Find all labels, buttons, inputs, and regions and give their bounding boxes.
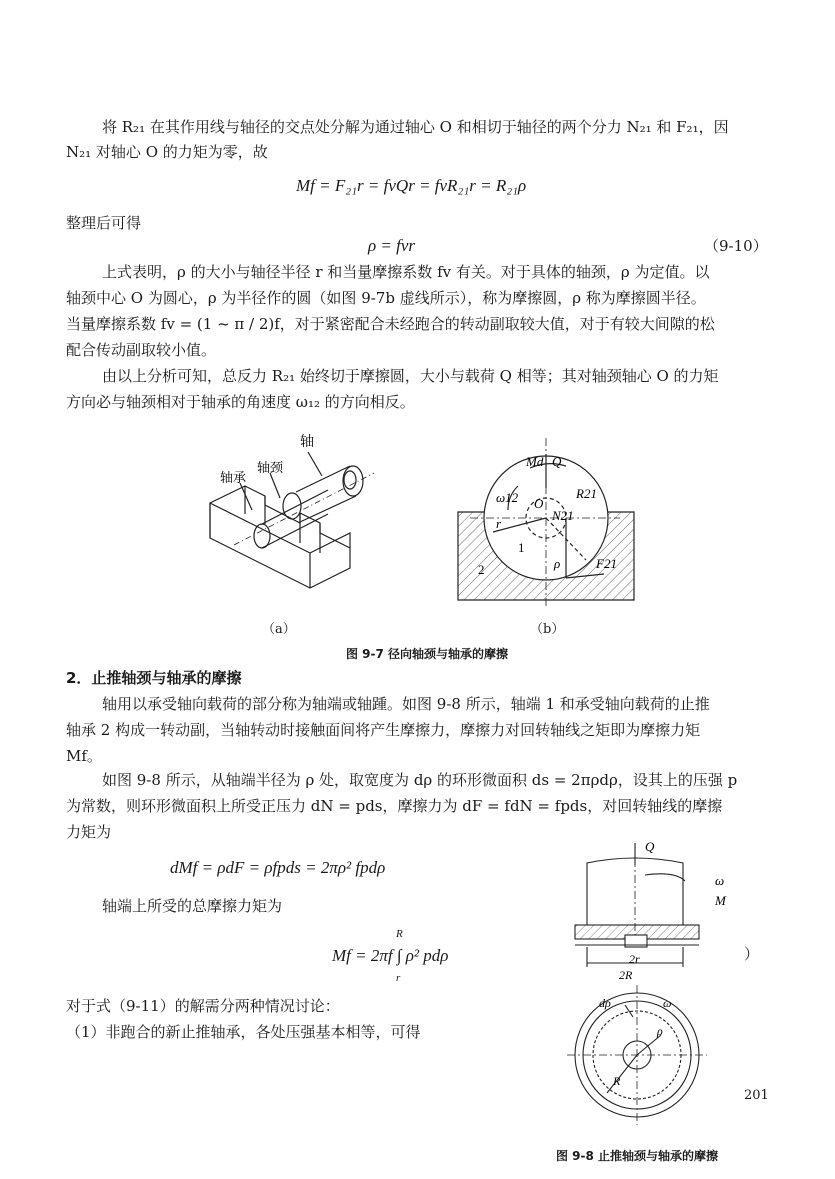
- paragraph-line: 配合传动副取较小值。: [66, 341, 217, 359]
- equation-number: ）: [744, 945, 760, 963]
- label-Md: Md: [526, 454, 544, 469]
- equation: ρ = fvr: [368, 236, 416, 255]
- paragraph-line: N₂₁ 对轴心 O 的力矩为零，故: [66, 143, 268, 161]
- label-r: r: [496, 516, 502, 531]
- label-shaft: 轴: [300, 435, 314, 450]
- figure-9-7: [200, 428, 640, 648]
- label-2R: 2R: [619, 968, 633, 982]
- label-Q: Q: [552, 454, 562, 469]
- paragraph-line: 为常数，则环形微面积上所受正压力 dN = pds，摩擦力为 dF = fdN = fpds，对回转轴线的摩擦: [66, 797, 723, 815]
- equation: dMf = ρdF = ρfpds = 2πρ² fpdρ: [170, 858, 386, 877]
- label-R21: R21: [576, 486, 597, 501]
- label-2r: 2r: [629, 952, 640, 966]
- paragraph-line: 由以上分析可知，总反力 R₂₁ 始终切于摩擦圆，大小与载荷 Q 相等；其对轴颈轴心 O 的力矩: [102, 367, 719, 385]
- label-Q: Q: [645, 839, 655, 854]
- paragraph-line: 上式表明，ρ 的大小与轴径半径 r 和当量摩擦系数 fv 有关。对于具体的轴颈，ρ 为定值。以: [102, 263, 710, 281]
- label-omega: ω: [715, 873, 725, 888]
- figure-9-7b-drawing: [458, 438, 634, 608]
- equation-number: （9-10）: [704, 237, 768, 255]
- label-1: 1: [518, 540, 525, 555]
- paragraph-line: 力矩为: [66, 823, 112, 841]
- equation: Mf = 2πf ∫ ρ² pdρ: [332, 946, 449, 965]
- label-omega-bottom: ω: [663, 996, 672, 1010]
- paragraph-line: 轴端上所受的总摩擦力矩为: [102, 897, 283, 915]
- section-heading: 2．止推轴颈与轴承的摩擦: [66, 669, 242, 687]
- paragraph-line: （1）非跑合的新止推轴承，各处压强基本相等，可得: [66, 1023, 421, 1041]
- subfigure-label-a: （a）: [262, 622, 296, 637]
- label-R: R: [613, 1074, 621, 1088]
- label-2: 2: [478, 562, 485, 577]
- subfigure-label-b: （b）: [530, 622, 565, 637]
- figure-caption: 图 9-7 径向轴颈与轴承的摩擦: [346, 647, 509, 661]
- label-omega12: ω12: [496, 490, 519, 505]
- paragraph-line: 当量摩擦系数 fv = (1 ~ π / 2)f，对于紧密配合未经跑合的转动副取较大值，对于有较大间隙的松: [66, 315, 715, 333]
- paragraph-line: 轴颈中心 O 为圆心，ρ 为半径作的圆（如图 9-7b 虚线所示），称为摩擦圆，ρ 称为摩擦圆半径。: [66, 289, 706, 307]
- paragraph-line: 将 R₂₁ 在其作用线与轴径的交点处分解为通过轴心 O 和相切于轴径的两个分力 N₂₁ 和 F₂₁，因: [102, 118, 729, 136]
- label-rho: ρ: [554, 556, 561, 571]
- paragraph-line: 轴用以承受轴向载荷的部分称为轴端或轴踵。如图 9-8 所示，轴端 1 和承受轴向载荷的止推: [102, 695, 710, 713]
- paragraph-line: 如图 9-8 所示，从轴端半径为 ρ 处，取宽度为 dρ 的环形微面积 ds = 2πρdρ，设其上的压强 p: [102, 771, 738, 789]
- label-drho: dρ: [599, 996, 611, 1010]
- page-number: 201: [744, 1088, 769, 1103]
- paragraph-line: 方向必与轴颈相对于轴承的角速度 ω₁₂ 的方向相反。: [66, 393, 415, 411]
- equation: Mf = F₂₁r = fvQr = fvR₂₁r = R₂₁ρ: [296, 176, 527, 195]
- label-O: O: [534, 496, 544, 511]
- integral-upper-limit: R: [396, 928, 403, 940]
- paragraph-line: 整理后可得: [66, 214, 142, 232]
- paragraph-line: 对于式（9-11）的解需分两种情况讨论：: [66, 997, 340, 1015]
- label-N21: N21: [552, 508, 574, 523]
- label-F21: F21: [596, 556, 617, 571]
- label-M: M: [715, 893, 726, 908]
- paragraph-line: Mf。: [66, 747, 102, 765]
- figure-9-8: [565, 835, 765, 1135]
- figure-caption: 图 9-8 止推轴颈与轴承的摩擦: [556, 1149, 719, 1163]
- label-rho: ρ: [657, 1024, 663, 1038]
- label-bearing: 轴承: [220, 470, 247, 485]
- integral-lower-limit: r: [396, 972, 401, 984]
- label-journal: 轴颈: [257, 460, 284, 475]
- paragraph-line: 轴承 2 构成一转动副，当轴转动时接触面间将产生摩擦力，摩擦力对回转轴线之矩即为摩擦力矩: [66, 721, 701, 739]
